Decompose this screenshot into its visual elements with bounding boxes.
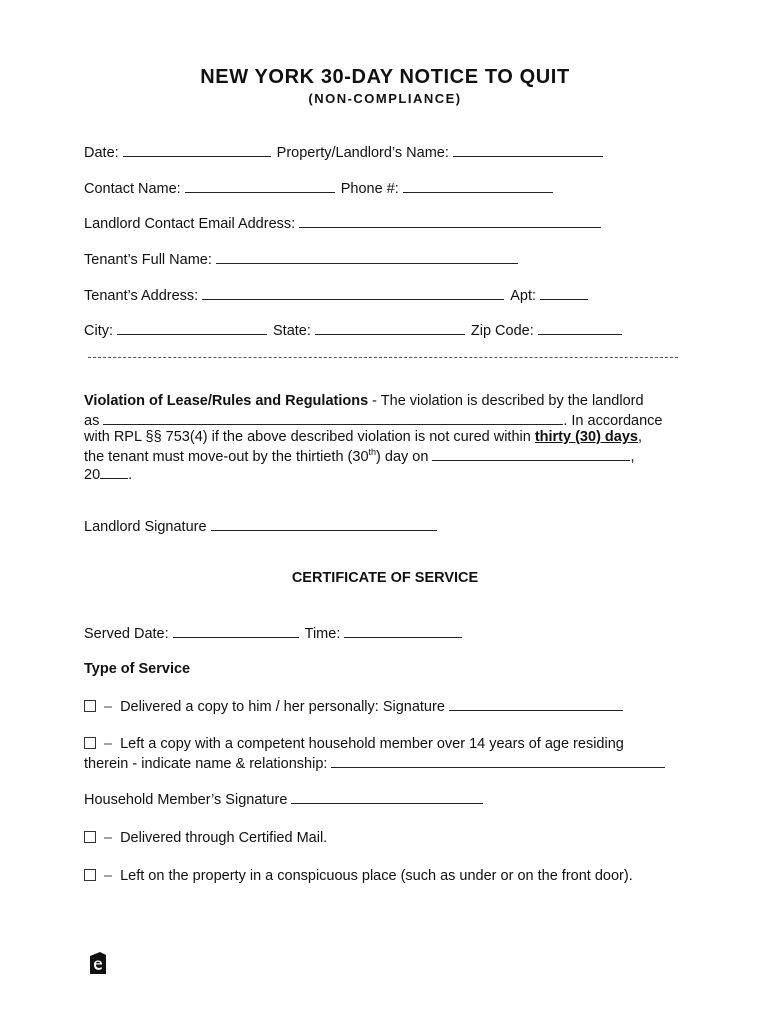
year-prefix: 20: [84, 467, 101, 483]
tenant-address-label: Tenant’s Address:: [84, 288, 199, 304]
tenant-full-name-field[interactable]: [216, 249, 518, 264]
thirty-days-emphasis: thirty (30) days: [534, 429, 638, 445]
dashed-divider: [88, 357, 678, 358]
violation-heading: Violation of Lease/Rules and Regulations: [84, 393, 369, 409]
violation-as: as: [84, 413, 100, 429]
checkbox-icon[interactable]: [84, 869, 96, 881]
year-field[interactable]: [100, 464, 128, 479]
service-option-household-label: Left a copy with a competent household member over 14 years of age residing: [120, 736, 624, 752]
dash-mark: –: [104, 830, 113, 846]
type-of-service-heading: Type of Service: [84, 661, 191, 677]
violation-text-1: - The violation is described by the landlord: [368, 393, 644, 409]
document-title: NEW YORK 30-DAY NOTICE TO QUIT: [200, 66, 570, 88]
row-landlord-signature: [84, 516, 443, 536]
certificate-heading: CERTIFICATE OF SERVICE: [291, 570, 479, 586]
served-date-field[interactable]: [173, 623, 299, 638]
row-contact-phone: [84, 178, 559, 198]
tenant-full-name-label: Tenant’s Full Name:: [84, 252, 212, 268]
violation-text-5: ) day on: [376, 449, 429, 465]
service-option-personal: [84, 696, 629, 716]
service-option-household-line2: [84, 753, 671, 773]
row-city-state-zip: [84, 320, 628, 340]
service-option-personal-label: Delivered a copy to him / her personally: Signature: [120, 699, 445, 715]
personal-signature-field[interactable]: [449, 696, 623, 711]
household-signature-label: Household Member’s Signature: [84, 792, 288, 808]
row-served-date-time: [84, 623, 468, 643]
landlord-email-label: Landlord Contact Email Address:: [84, 216, 296, 232]
household-signature-field[interactable]: [291, 789, 483, 804]
contact-name-label: Contact Name:: [84, 181, 181, 197]
violation-description-field[interactable]: [103, 410, 563, 425]
date-label: Date:: [84, 145, 119, 161]
checkbox-icon[interactable]: [84, 700, 96, 712]
apt-field[interactable]: [540, 285, 588, 300]
service-option-certified-mail: [84, 828, 327, 848]
service-option-conspicuous: [84, 866, 633, 886]
contact-name-field[interactable]: [185, 178, 335, 193]
household-name-relationship-field[interactable]: [331, 753, 665, 768]
date-field[interactable]: [123, 142, 271, 157]
service-option-conspicuous-label: Left on the property in a conspicuous place (such as under or on the front door).: [120, 868, 633, 884]
year-period: .: [128, 467, 133, 483]
row-date-property: [84, 142, 609, 162]
landlord-signature-label: Landlord Signature: [84, 519, 207, 535]
row-tenant-address: [84, 285, 594, 305]
violation-paragraph: [84, 392, 674, 482]
property-landlord-name-field[interactable]: [453, 142, 603, 157]
violation-text-3: with RPL §§ 753(4) if the above described violation is not cured within: [84, 429, 535, 445]
city-field[interactable]: [117, 320, 267, 335]
service-option-household: [84, 734, 624, 754]
dash-mark: –: [104, 868, 113, 884]
phone-label: Phone #:: [340, 181, 399, 197]
state-field[interactable]: [315, 320, 465, 335]
violation-comma: ,: [637, 429, 643, 445]
zip-field[interactable]: [538, 320, 622, 335]
service-option-certified-mail-label: Delivered through Certified Mail.: [120, 830, 328, 846]
household-name-relationship-label: therein - indicate name & relationship:: [84, 756, 328, 772]
violation-text-4: the tenant must move-out by the thirtieth (30: [84, 449, 369, 465]
city-label: City:: [84, 323, 113, 339]
violation-comma-2: ,: [630, 449, 635, 465]
state-label: State:: [273, 323, 311, 339]
zip-label: Zip Code:: [470, 323, 534, 339]
tenant-address-field[interactable]: [202, 285, 504, 300]
checkbox-icon[interactable]: [84, 831, 96, 843]
move-out-date-field[interactable]: [432, 446, 630, 461]
property-landlord-name-label: Property/Landlord’s Name:: [276, 145, 449, 161]
dash-mark: –: [104, 699, 113, 715]
checkbox-icon[interactable]: [84, 737, 96, 749]
apt-label: Apt:: [510, 288, 536, 304]
document-subtitle: (NON-COMPLIANCE): [308, 91, 462, 106]
row-tenant-name: [84, 249, 524, 269]
landlord-email-field[interactable]: [299, 213, 601, 228]
eforms-logo-icon: [90, 952, 106, 974]
landlord-signature-field[interactable]: [211, 516, 437, 531]
phone-field[interactable]: [403, 178, 553, 193]
violation-text-2: . In accordance: [563, 413, 663, 429]
time-field[interactable]: [344, 623, 462, 638]
ordinal-suffix: th: [368, 447, 377, 458]
time-label: Time:: [304, 626, 341, 642]
row-household-signature: [84, 789, 489, 809]
dash-mark: –: [104, 736, 113, 752]
served-date-label: Served Date:: [84, 626, 169, 642]
row-landlord-email: [84, 213, 607, 233]
